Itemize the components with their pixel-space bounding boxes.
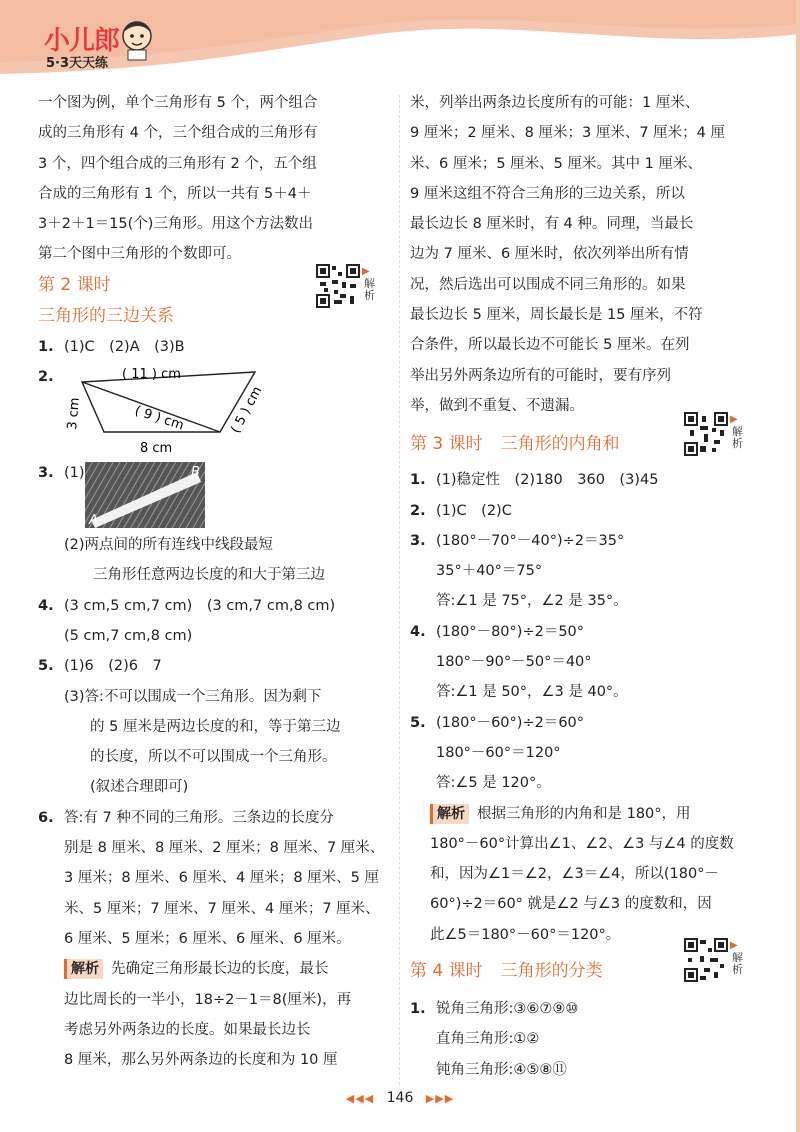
question-number: 2. xyxy=(38,369,54,386)
answer-text: 答:∠1 是 75°，∠2 是 35°。 xyxy=(436,593,628,610)
page-edge-strip xyxy=(796,0,800,1132)
answer-text: 三角形任意两边长度的和大于第三边 xyxy=(93,567,325,584)
question-number: 5. xyxy=(38,658,54,675)
question-1 xyxy=(38,332,390,362)
analysis-text: 60°)÷2＝60° 就是∠2 与∠3 的度数和，因 xyxy=(430,896,712,913)
mascot-icon xyxy=(120,16,154,62)
answer-text: 的 5 厘米是两边长度的和，等于第三边 xyxy=(90,718,341,735)
page-footer xyxy=(0,1090,800,1106)
qr-code-icon xyxy=(316,264,360,308)
answer-text: (叙述合理即可) xyxy=(90,779,189,796)
question-number: 2. xyxy=(410,502,426,519)
point-b: B xyxy=(190,465,200,481)
prev-arrows-icon: ◀◀◀ xyxy=(345,1092,375,1105)
answer-text: 答:∠5 是 120°。 xyxy=(436,775,551,792)
answer-text: (1)C (2)A (3)B xyxy=(64,338,185,355)
answer-text: 别是 8 厘米、8 厘米、2 厘米；8 厘米、7 厘米、 xyxy=(64,840,385,857)
continued-line: 米，列举出两条边长度所有的可能：1 厘米、 xyxy=(410,95,700,111)
analysis-text: 边比周长的一半小，18÷2－1＝8(厘米)，再 xyxy=(64,991,352,1008)
analysis-text: 先确定三角形最长边的长度，最长 xyxy=(111,961,329,978)
lesson-number: 第 2 课时 xyxy=(38,274,111,295)
label-bottom: 8 cm xyxy=(140,441,173,457)
answer-text: (180°－80°)÷2＝50° xyxy=(436,623,585,640)
analysis-text: 8 厘米，那么另外两条边的长度和为 10 厘 xyxy=(64,1052,338,1069)
analysis-block xyxy=(410,799,770,829)
answer-text: 米、5 厘米；7 厘米、7 厘米、4 厘米；7 厘米、 xyxy=(64,900,380,917)
lesson-3-heading xyxy=(410,429,770,459)
question-1 xyxy=(410,994,770,1024)
intro-line: 一个图为例，单个三角形有 5 个，两个组合 xyxy=(38,95,318,111)
question-4 xyxy=(410,617,770,647)
analysis-text: 根据三角形的内角和是 180°，用 xyxy=(477,805,691,822)
answer-text: 答:∠1 是 50°，∠3 是 40°。 xyxy=(436,684,628,701)
continued-line: 举出另外两条边所有的可能时，要有序列 xyxy=(410,367,671,384)
question-6 xyxy=(38,803,390,833)
qr-label: 解析 xyxy=(364,277,375,302)
continued-line: 米、6 厘米；5 厘米、5 厘米。其中 1 厘米、 xyxy=(410,155,702,172)
question-2 xyxy=(410,496,770,526)
sub-part: (1) xyxy=(64,465,85,482)
intro-line: 成的三角形有 4 个，三个组合成的三角形有 xyxy=(38,125,318,142)
play-icon: ▶ xyxy=(362,266,370,277)
photo-figure xyxy=(85,462,205,528)
answer-text: 锐角三角形:③⑥⑦⑨⑩ xyxy=(436,1001,579,1018)
question-5 xyxy=(38,651,390,681)
play-icon: ▶ xyxy=(730,414,738,425)
next-arrows-icon: ▶▶▶ xyxy=(425,1092,455,1105)
continued-line: 最长边长 5 厘米，周长最长是 15 厘米，不符 xyxy=(410,307,703,324)
question-3 xyxy=(410,526,770,556)
lesson-number: 第 3 课时 xyxy=(410,434,483,455)
question-5 xyxy=(410,708,770,738)
answer-text: 直角三角形:①② xyxy=(436,1031,540,1048)
answer-text: 180°－60°＝120° xyxy=(436,744,561,761)
analysis-text: 180°－60°计算出∠1、∠2、∠3 与∠4 的度数 xyxy=(430,835,734,852)
right-column xyxy=(410,88,770,1085)
analysis-tag: 解析 xyxy=(64,959,103,979)
intro-line: 合成的三角形有 1 个，所以一共有 5＋4＋ xyxy=(38,185,312,202)
lesson-title: 三角形的分类 xyxy=(500,961,603,982)
question-3 xyxy=(38,458,390,530)
play-icon: ▶ xyxy=(730,940,738,951)
analysis-block xyxy=(38,954,390,984)
question-number: 1. xyxy=(410,472,426,489)
question-number: 5. xyxy=(410,714,426,731)
continued-line: 9 厘米；2 厘米、8 厘米；3 厘米、7 厘米；4 厘 xyxy=(410,125,726,142)
brand-logo xyxy=(38,16,158,76)
label-diagonal: ( 9 ) cm xyxy=(132,403,186,434)
answer-text: 钝角三角形:④⑤⑧⑪ xyxy=(436,1061,567,1078)
question-number: 4. xyxy=(410,623,426,640)
answer-text: (1)稳定性 (2)180 360 (3)45 xyxy=(436,472,659,489)
continued-line: 举，做到不重复、不遗漏。 xyxy=(410,397,584,414)
point-a: A xyxy=(88,513,98,529)
question-number: 3. xyxy=(38,465,54,482)
answer-text: 180°－90°－50°＝40° xyxy=(436,654,592,671)
answer-text: (3)答:不可以围成一个三角形。因为剩下 xyxy=(64,688,322,705)
left-column xyxy=(38,88,390,1075)
question-number: 3. xyxy=(410,532,426,549)
question-number: 4. xyxy=(38,597,54,614)
lesson-4-heading xyxy=(410,956,770,986)
intro-line: 3＋2＋1＝15(个)三角形。用这个方法数出 xyxy=(38,216,313,233)
qr-label: 解析 xyxy=(732,951,743,976)
intro-line: 第二个图中三角形的个数即可。 xyxy=(38,246,241,263)
intro-line: 3 个，四个组合成的三角形有 2 个，五个组 xyxy=(38,155,317,172)
answer-text: (180°－70°－40°)÷2＝35° xyxy=(436,532,625,549)
question-4 xyxy=(38,591,390,621)
answer-text: (5 cm,7 cm,8 cm) xyxy=(64,627,193,644)
continued-line: 9 厘米这组不符合三角形的三边关系，所以 xyxy=(410,185,685,202)
answer-text: 3 厘米；8 厘米、6 厘米、4 厘米；8 厘米、5 厘 xyxy=(64,870,380,887)
label-top: ( 11 ) cm xyxy=(122,367,181,383)
qr-code-lesson-2[interactable] xyxy=(316,264,378,310)
continued-line: 况，然后选出可以围成不同三角形的。如果 xyxy=(410,276,686,293)
question-number: 1. xyxy=(38,338,54,355)
page-number: 146 xyxy=(386,1090,414,1106)
answer-text: (180°－60°)÷2＝60° xyxy=(436,714,585,731)
question-1 xyxy=(410,465,770,495)
qr-label: 解析 xyxy=(732,425,743,450)
lesson-title: 三角形的内角和 xyxy=(500,434,620,455)
question-number: 6. xyxy=(38,809,54,826)
label-left: 3 cm xyxy=(65,397,83,431)
answer-text: (2)两点间的所有连线中线段最短 xyxy=(64,537,274,554)
answer-text: 35°＋40°＝75° xyxy=(436,563,543,580)
brand-subtitle: 5·3天天练 xyxy=(46,56,109,71)
answer-text: (1)6 (2)6 7 xyxy=(64,658,162,675)
analysis-text: 此∠5＝180°－60°＝120°。 xyxy=(430,926,621,943)
analysis-text: 和，因为∠1＝∠2，∠3＝∠4，所以(180°－ xyxy=(430,866,719,883)
question-2 xyxy=(38,362,390,458)
continued-line: 最长边长 8 厘米时，有 4 种。同理，当最长 xyxy=(410,216,694,233)
answer-text: (1)C (2)C xyxy=(436,502,512,519)
analysis-text: 考虑另外两条边的长度。如果最长边长 xyxy=(64,1021,311,1038)
continued-line: 合条件，所以最长边不可能长 5 厘米。在列 xyxy=(410,337,690,354)
analysis-tag: 解析 xyxy=(430,804,469,824)
answer-text: 的长度，所以不可以围成一个三角形。 xyxy=(90,749,337,766)
answer-text: 6 厘米、5 厘米；6 厘米、6 厘米、6 厘米。 xyxy=(64,930,351,947)
continued-line: 边为 7 厘米、6 厘米时，依次列举出所有情 xyxy=(410,246,689,263)
answer-text: (3 cm,5 cm,7 cm) (3 cm,7 cm,8 cm) xyxy=(64,597,336,614)
answer-text: 答:有 7 种不同的三角形。三条边的长度分 xyxy=(64,809,334,826)
lesson-2-title: 三角形的三边关系 xyxy=(38,305,174,326)
lesson-number: 第 4 课时 xyxy=(410,961,483,982)
quadrilateral-figure xyxy=(60,362,290,458)
brand-name: 小儿郎 xyxy=(44,26,120,56)
question-number: 1. xyxy=(410,1001,426,1018)
label-right: ( 5 ) cm xyxy=(228,384,266,436)
column-divider xyxy=(399,95,400,1085)
